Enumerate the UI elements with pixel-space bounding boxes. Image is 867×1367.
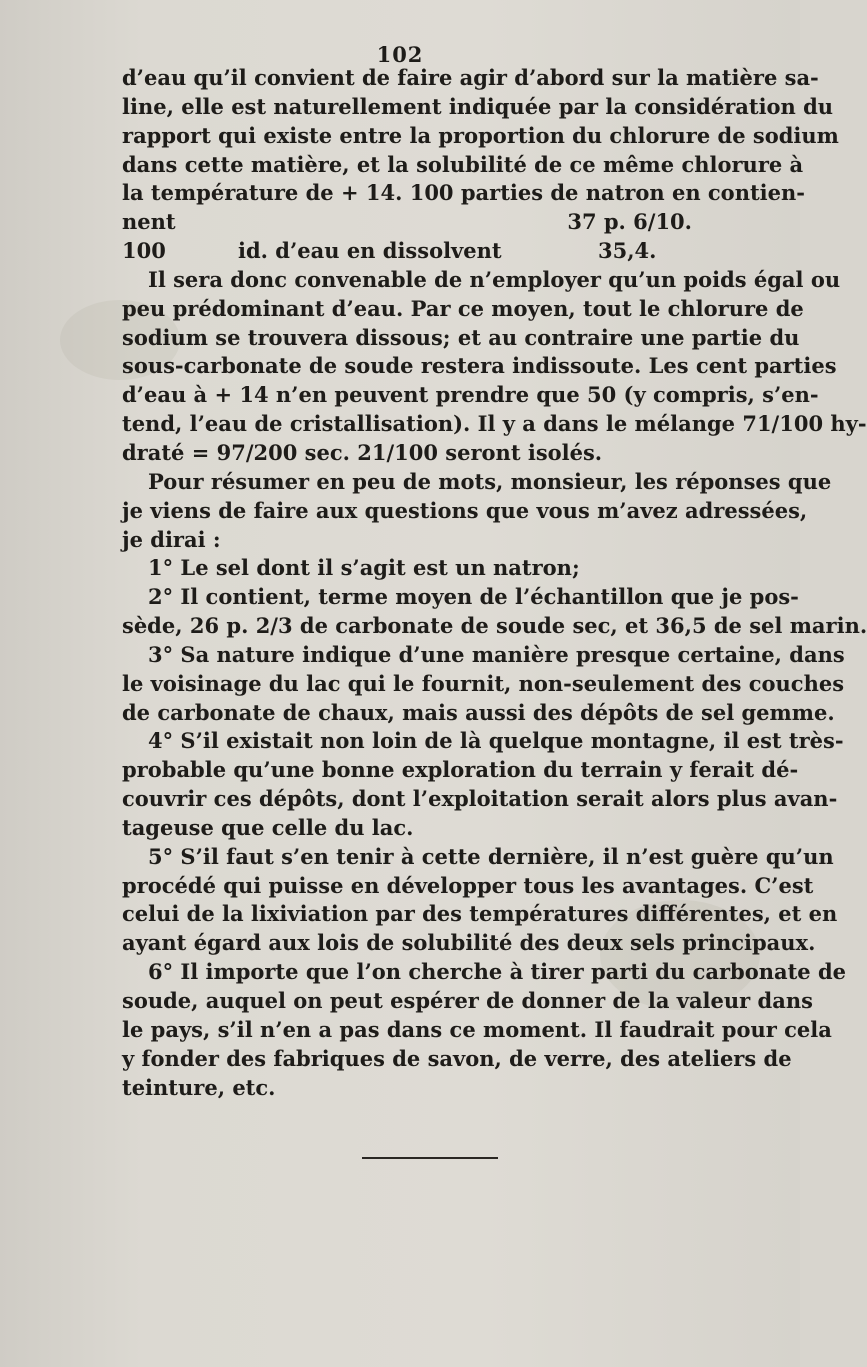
text-line: je viens de faire aux questions que vous m’avez adressées, xyxy=(122,497,808,523)
text-line: d’eau à + 14 n’en peuvent prendre que 50 (y compris, s’en- xyxy=(122,382,819,408)
text-line: peu prédominant d’eau. Par ce moyen, tout le chlorure de xyxy=(122,295,804,321)
list-item: 4° S’il existait non loin de là quelque montagne, il est très- xyxy=(148,728,844,754)
text-line: Il sera donc convenable de n’employer qu’un poids égal ou xyxy=(148,266,841,292)
list-item: 6° Il importe que l’on cherche à tirer parti du carbonate de xyxy=(148,959,847,985)
text-line: dans cette matière, et la solubilité de ce même chlorure à xyxy=(122,151,804,177)
text-line: sède, 26 p. 2/3 de carbonate de soude sec, et 36,5 de sel marin. xyxy=(122,613,867,639)
body-text xyxy=(122,64,867,1102)
row-value: 37 p. 6/10. xyxy=(567,209,692,235)
list-item: 5° S’il faut s’en tenir à cette dernière, il n’est guère qu’un xyxy=(148,843,834,869)
row-label: id. d’eau en dissolvent xyxy=(238,238,502,264)
text-line: draté = 97/200 sec. 21/100 seront isolés. xyxy=(122,439,603,465)
text-line: celui de la lixiviation par des températures différentes, et en xyxy=(122,901,838,927)
text-line: le voisinage du lac qui le fournit, non-seulement des couches xyxy=(122,670,845,696)
row-quantity: 100 xyxy=(122,238,166,264)
text-line: sous-carbonate de soude restera indissoute. Les cent parties xyxy=(122,353,837,379)
text-line: line, elle est naturellement indiquée par la considération du xyxy=(122,93,834,119)
list-item: 3° Sa nature indique d’une manière presque certaine, dans xyxy=(148,641,845,667)
text-line: sodium se trouvera dissous; et au contraire une partie du xyxy=(122,324,800,350)
data-row-dissolve xyxy=(122,237,756,266)
text-line: tend, l’eau de cristallisation). Il y a dans le mélange 71/100 hy- xyxy=(122,411,867,437)
text-line: rapport qui existe entre la proportion du chlorure de sodium xyxy=(122,122,839,148)
data-row-contains xyxy=(122,208,756,237)
text-line: teinture, etc. xyxy=(122,1074,276,1100)
text-line: procédé qui puisse en développer tous les avantages. C’est xyxy=(122,872,814,898)
list-item: 1° Le sel dont il s’agit est un natron; xyxy=(148,555,580,581)
row-value: 35,4. xyxy=(598,238,657,264)
text-line: y fonder des fabriques de savon, de verre, des ateliers de xyxy=(122,1045,792,1071)
text-line: le pays, s’il n’en a pas dans ce moment. Il faudrait pour cela xyxy=(122,1016,832,1042)
text-line: tageuse que celle du lac. xyxy=(122,814,414,840)
text-line: couvrir ces dépôts, dont l’exploitation serait alors plus avan- xyxy=(122,786,838,812)
row-label: nent xyxy=(122,209,176,235)
text-line: de carbonate de chaux, mais aussi des dépôts de sel gemme. xyxy=(122,699,835,725)
end-rule xyxy=(362,1157,498,1159)
text-line: la température de + 14. 100 parties de natron en contien- xyxy=(122,180,805,206)
text-line: je dirai : xyxy=(122,526,221,552)
text-line: probable qu’une bonne exploration du terrain y ferait dé- xyxy=(122,757,799,783)
text-line: d’eau qu’il convient de faire agir d’abord sur la matière sa- xyxy=(122,65,819,90)
text-line: Pour résumer en peu de mots, monsieur, les réponses que xyxy=(148,468,832,494)
text-line: soude, auquel on peut espérer de donner de la valeur dans xyxy=(122,988,813,1013)
page-number: 102 xyxy=(376,42,424,67)
text-line: ayant égard aux lois de solubilité des deux sels principaux. xyxy=(122,930,816,956)
list-item: 2° Il contient, terme moyen de l’échantillon que je pos- xyxy=(148,584,799,610)
